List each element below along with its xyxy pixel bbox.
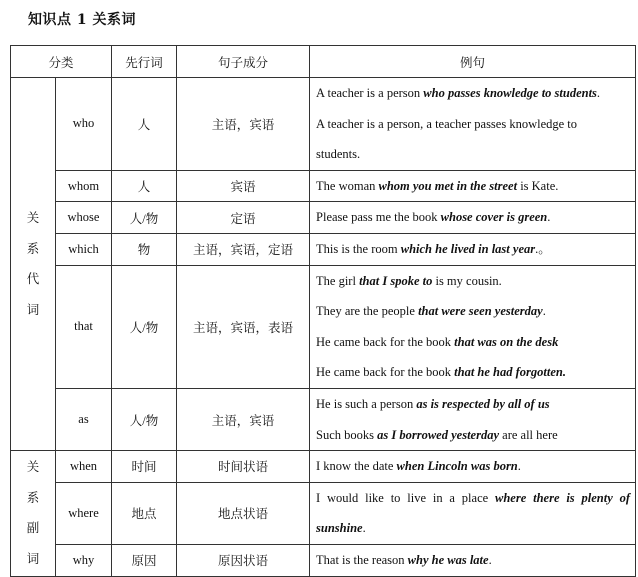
example-line: A teacher is a person who passes knowledge to students. bbox=[316, 86, 601, 100]
example-line: Please pass me the book whose cover is green. bbox=[316, 210, 551, 225]
relative-words-table bbox=[10, 45, 636, 577]
component-cell: 时间状语 bbox=[177, 451, 310, 483]
example-line: students. bbox=[316, 147, 361, 162]
header-antecedent: 先行词 bbox=[112, 46, 177, 78]
example-cell bbox=[310, 265, 636, 388]
relative-word: why bbox=[56, 544, 112, 576]
component-cell: 原因状语 bbox=[177, 544, 310, 576]
component-cell: 主语，宾语，表语 bbox=[177, 265, 310, 388]
table-row bbox=[11, 265, 636, 388]
antecedent-cell: 人/物 bbox=[112, 202, 177, 234]
component-cell: 主语，宾语 bbox=[177, 78, 310, 171]
category-relative-pronoun: 关 系 代 词 bbox=[11, 78, 56, 451]
table-row bbox=[11, 202, 636, 234]
antecedent-cell: 人 bbox=[112, 78, 177, 171]
example-line: Such books as I borrowed yesterday are all here bbox=[316, 427, 558, 442]
example-cell bbox=[310, 388, 636, 450]
antecedent-cell: 人/物 bbox=[112, 265, 177, 388]
relative-word: where bbox=[56, 482, 112, 544]
example-cell bbox=[310, 451, 636, 483]
example-cell bbox=[310, 78, 636, 171]
page-title: 知识点 1 关系词 bbox=[28, 12, 136, 28]
relative-word: that bbox=[56, 265, 112, 388]
antecedent-cell: 地点 bbox=[112, 482, 177, 544]
antecedent-cell: 时间 bbox=[112, 451, 177, 483]
table-header-row bbox=[11, 46, 636, 78]
example-line: He is such a person as is respected by all of us bbox=[316, 396, 550, 411]
example-line: I would like to live in a place where there is plenty of bbox=[316, 490, 631, 505]
header-example: 例句 bbox=[310, 46, 636, 78]
example-cell bbox=[310, 202, 636, 234]
antecedent-cell: 人 bbox=[112, 170, 177, 202]
example-line: The girl that I spoke to is my cousin. bbox=[316, 273, 502, 288]
antecedent-cell: 原因 bbox=[112, 544, 177, 576]
table-row bbox=[11, 482, 636, 544]
relative-word: who bbox=[56, 78, 112, 171]
table-row bbox=[11, 233, 636, 265]
example-cell bbox=[310, 482, 636, 544]
component-cell: 定语 bbox=[177, 202, 310, 234]
header-component: 句子成分 bbox=[177, 46, 310, 78]
component-cell: 宾语 bbox=[177, 170, 310, 202]
example-line: A teacher is a person, a teacher passes knowledge to bbox=[316, 116, 578, 131]
example-cell bbox=[310, 170, 636, 202]
example-line: They are the people that were seen yesterday. bbox=[316, 304, 546, 319]
header-category: 分类 bbox=[11, 46, 112, 78]
table-row bbox=[11, 544, 636, 576]
example-line: This is the room which he lived in last year.。 bbox=[316, 241, 551, 256]
relative-word: as bbox=[56, 388, 112, 450]
example-line: That is the reason why he was late. bbox=[316, 552, 492, 567]
example-line: He came back for the book that was on the desk bbox=[316, 334, 559, 349]
example-line: The woman whom you met in the street is Kate. bbox=[316, 178, 559, 193]
table-row bbox=[11, 388, 636, 450]
component-cell: 地点状语 bbox=[177, 482, 310, 544]
component-cell: 主语，宾语，定语 bbox=[177, 233, 310, 265]
table-row bbox=[11, 78, 636, 171]
relative-word: when bbox=[56, 451, 112, 483]
example-cell bbox=[310, 233, 636, 265]
relative-word: whose bbox=[56, 202, 112, 234]
table-row bbox=[11, 451, 636, 483]
example-line: He came back for the book that he had forgotten. bbox=[316, 365, 566, 380]
example-line: I know the date when Lincoln was born. bbox=[316, 459, 521, 474]
antecedent-cell: 人/物 bbox=[112, 388, 177, 450]
table-row bbox=[11, 170, 636, 202]
relative-word: which bbox=[56, 233, 112, 265]
relative-word: whom bbox=[56, 170, 112, 202]
example-cell bbox=[310, 544, 636, 576]
example-line: sunshine. bbox=[316, 521, 366, 536]
category-relative-adverb: 关 系 副 词 bbox=[11, 451, 56, 576]
component-cell: 主语，宾语 bbox=[177, 388, 310, 450]
antecedent-cell: 物 bbox=[112, 233, 177, 265]
